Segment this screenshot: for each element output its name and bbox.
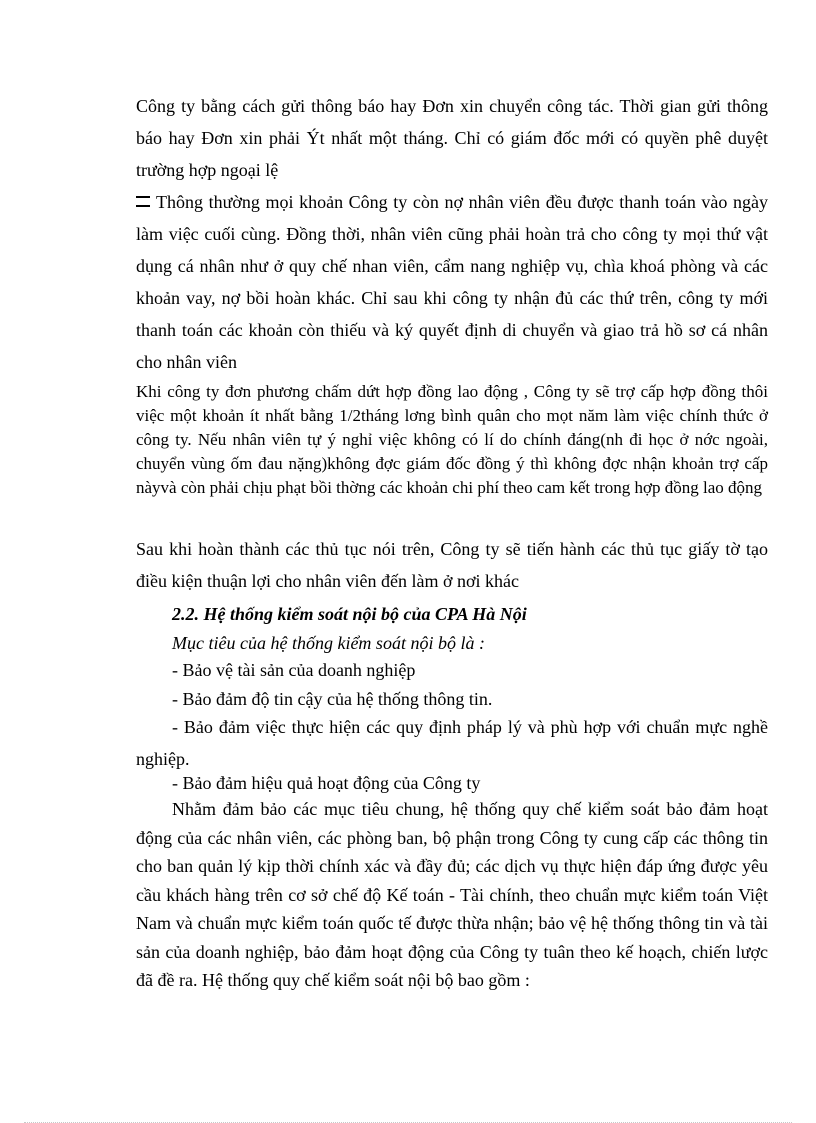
paragraph-closing-procedures: Sau khi hoàn thành các thủ tục nói trên, Công ty sẽ tiến hành các thủ tục giấy tờ tạo điều kiện thuận lợi cho nhân viên đến làm ở nơi khác bbox=[136, 539, 768, 591]
list-item: - Bảo đảm việc thực hiện các quy định pháp lý và phù hợp với chuẩn mực nghề nghiệp. bbox=[136, 717, 768, 769]
list-item: - Bảo vệ tài sản của doanh nghiệp bbox=[172, 660, 416, 680]
paragraph-control-system: Nhằm đảm bảo các mục tiêu chung, hệ thống quy chế kiểm soát bảo đảm hoạt động của các nhân viên, các phòng ban, bộ phận trong Công ty cung cấp các thông tin cho ban quản lý kịp thời chính xác và đầy đủ; các dịch vụ thực hiện đáp ứng được yêu cầu khách hàng trên cơ sở chế độ Kế toán - Tài chính, theo chuẩn mực kiểm toán Việt Nam và chuẩn mực kiểm toán quốc tế được thừa nhận; bảo vệ hệ thống thông tin và tài sản của doanh nghiệp, bảo đảm hoạt động của Công ty tuân theo kế hoạch, chiến lược đã đề ra. Hệ thống quy chế kiểm soát nội bộ bao gồm : bbox=[136, 799, 768, 990]
paragraph-final-settlement bbox=[136, 186, 768, 378]
paragraph-resignation-notice: Công ty bằng cách gửi thông báo hay Đơn xin chuyển công tác. Thời gian gửi thông báo hay Đơn xin phải Ýt nhất một tháng. Chỉ có giám đốc mới có quyền phê duyệt trường hợp ngoại lệ bbox=[136, 96, 768, 180]
section-heading: 2.2. Hệ thống kiểm soát nội bộ của CPA Hà Nội bbox=[172, 604, 527, 624]
list-item: - Bảo đảm hiệu quả hoạt động của Công ty bbox=[172, 773, 481, 793]
bullet-icon bbox=[136, 196, 150, 207]
paragraph-severance: Khi công ty đơn phương chấm dứt hợp đồng lao động , Công ty sẽ trợ cấp hợp đồng thôi việc một khoản ít nhất bằng 1/2tháng lơng bình quân cho mọt năm làm việc chính thức ở công ty. Nếu nhân viên tự ý nghỉ việc không có lí do chính đáng(nh đi học ở nớc ngoài, chuyển vùng ốm đau nặng)không đợc giám đốc đồng ý thì không đợc nhận khoản trợ cấp nàyvà còn phải chịu phạt bồi thờng các khoản chi phí theo cam kết trong hợp đồng lao động bbox=[136, 382, 768, 497]
list-item: - Bảo đảm độ tin cậy của hệ thống thông tin. bbox=[172, 689, 493, 709]
paragraph-final-settlement-text: Thông thường mọi khoản Công ty còn nợ nhân viên đều được thanh toán vào ngày làm việc cuối cùng. Đồng thời, nhân viên cũng phải hoàn trả cho công ty mọi thứ vật dụng cá nhân như ở quy chế nhan viên, cẩm nang nghiệp vụ, chìa khoá phòng và các khoản vay, nợ bồi hoàn khác. Chỉ sau khi công ty nhận đủ các thứ trên, công ty mới thanh toán các khoản còn thiếu và ký quyết định di chuyển và giao trả hồ sơ cá nhân cho nhân viên bbox=[136, 192, 768, 372]
section-subheading: Mục tiêu của hệ thống kiểm soát nội bộ là : bbox=[172, 633, 485, 653]
